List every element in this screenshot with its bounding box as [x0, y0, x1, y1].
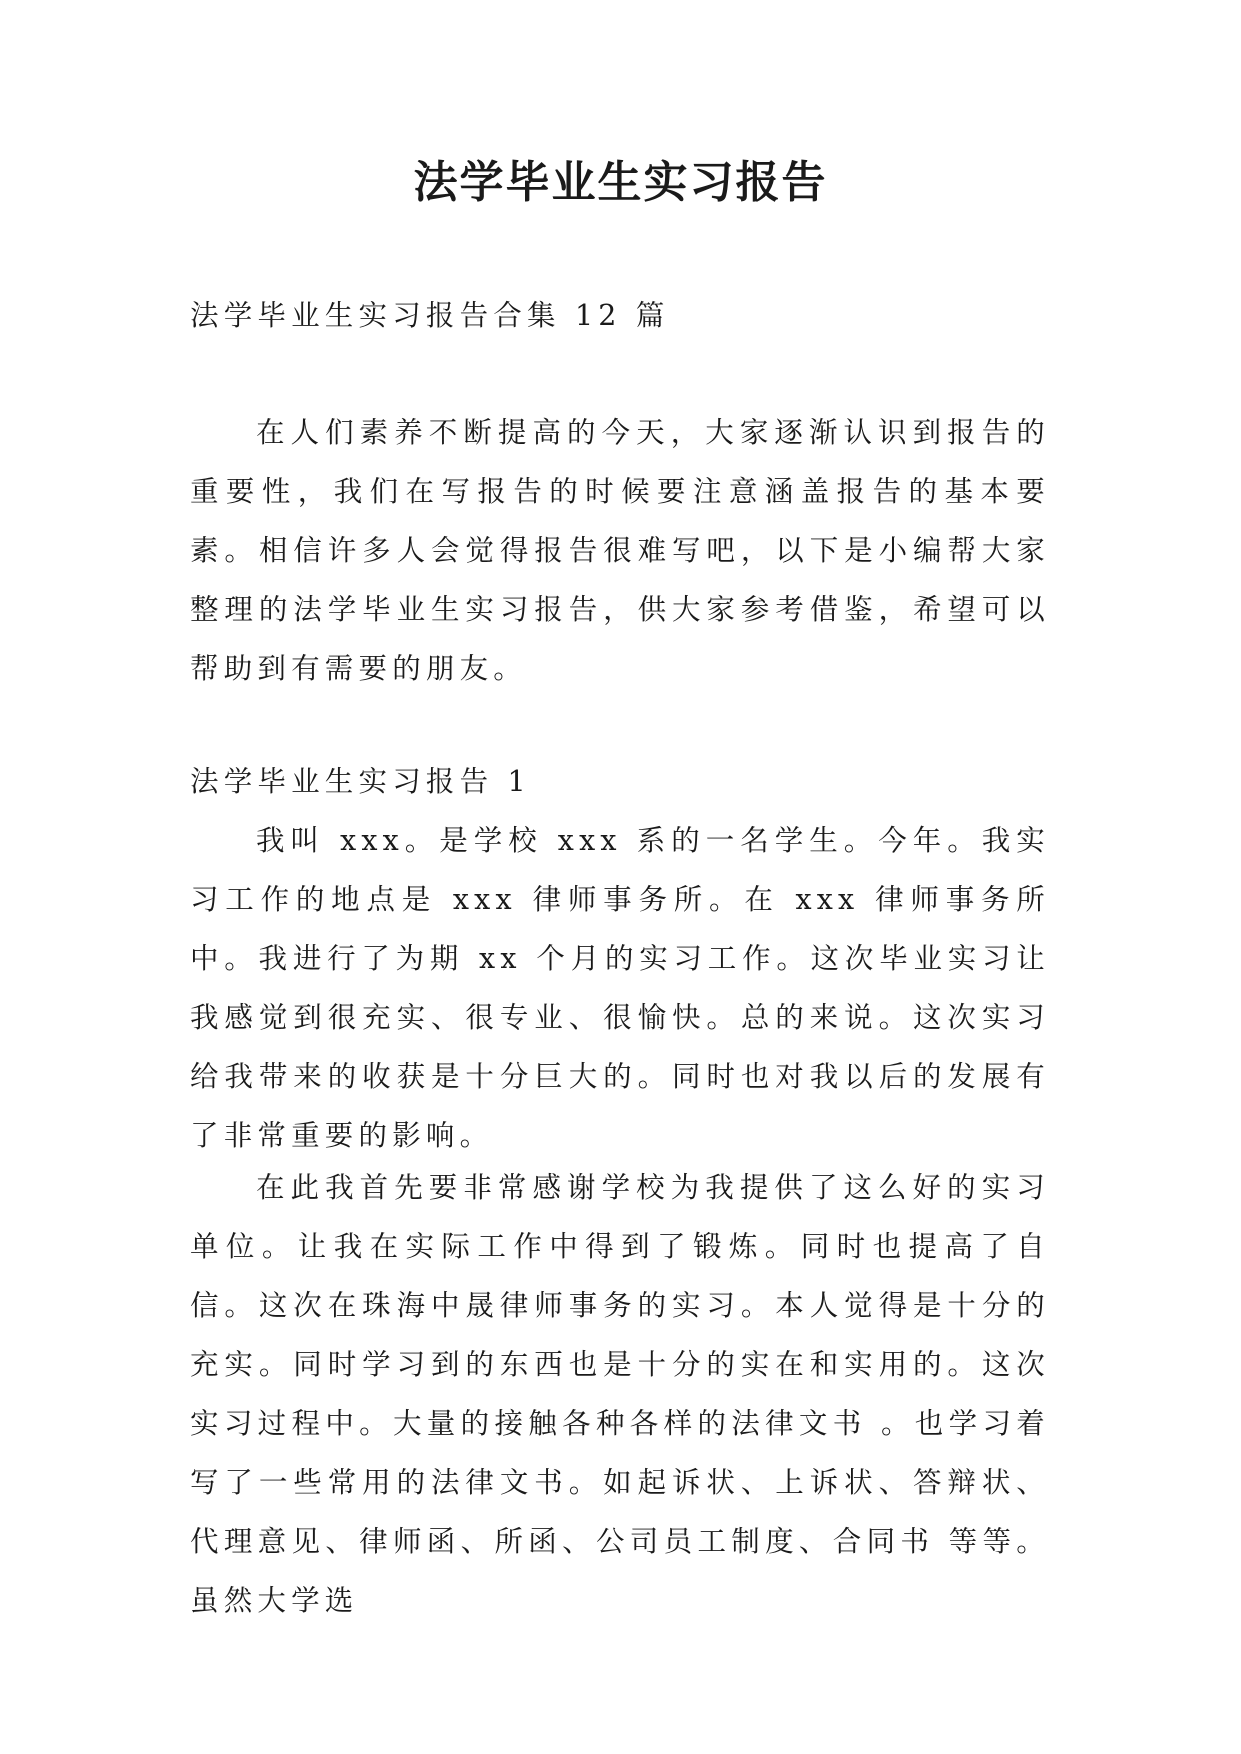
- body-paragraph-2: 在此我首先要非常感谢学校为我提供了这么好的实习单位。让我在实际工作中得到了锻炼。同时也提高了自信。这次在珠海中晟律师事务的实习。本人觉得是十分的充实。同时学习到的东西也是十分的实在和实用的。这次实习过程中。大量的接触各种各样的法律文书 。也学习着写了一些常用的法律文书。如起诉状、上诉状、答辩状、代理意见、律师函、所函、公司员工制度、合同书 等等。虽然大学选: [190, 1171, 1050, 1617]
- section-heading: 法学毕业生实习报告 1: [190, 765, 531, 798]
- document-subtitle: 法学毕业生实习报告合集 12 篇: [190, 299, 670, 332]
- body-paragraph-1: 我叫 xxx。是学校 xxx 系的一名学生。今年。我实习工作的地点是 xxx 律师事务所。在 xxx 律师事务所中。我进行了为期 xx 个月的实习工作。这次毕业实习让我感觉到很充实、很专业、很愉快。总的来说。这次实习给我带来的收获是十分巨大的。同时也对我以后的发展有了非常重要的影响。: [190, 824, 1050, 1152]
- document-title: 法学毕业生实习报告: [413, 157, 828, 208]
- intro-paragraph: 在人们素养不断提高的今天，大家逐渐认识到报告的重要性，我们在写报告的时候要注意涵盖报告的基本要素。相信许多人会觉得报告很难写吧，以下是小编帮大家整理的法学毕业生实习报告，供大家参考借鉴，希望可以帮助到有需要的朋友。: [190, 416, 1050, 685]
